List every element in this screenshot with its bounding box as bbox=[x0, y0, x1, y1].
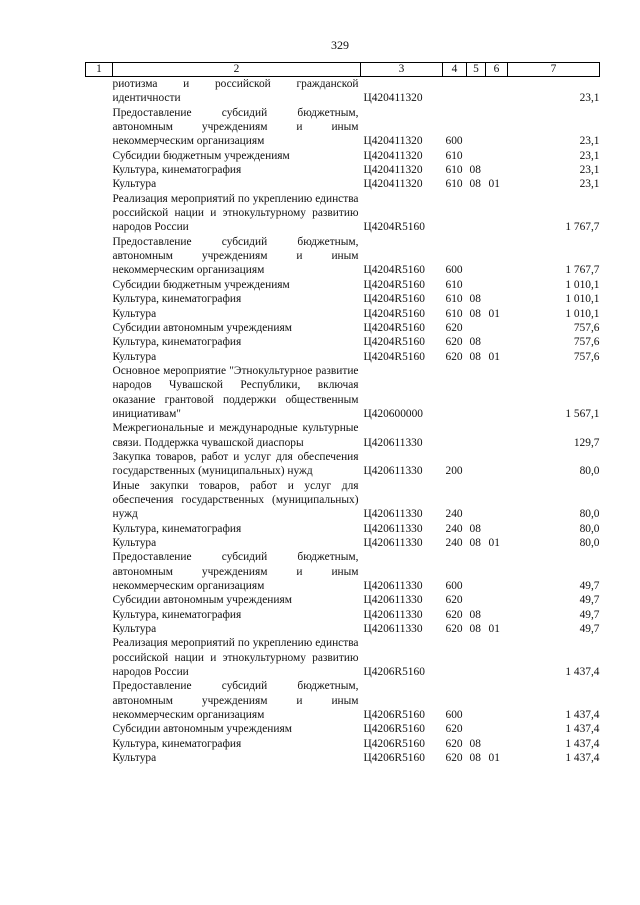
row-code-cell: Ц4204R5160 bbox=[363, 264, 425, 277]
row-amount-cell: 23,1 bbox=[579, 178, 600, 191]
row-subsection-cell bbox=[486, 421, 508, 450]
column-header-6: 6 bbox=[486, 63, 508, 77]
row-section-cell: 08 bbox=[469, 608, 481, 621]
row-name-cell: Культура, кинематография bbox=[112, 164, 242, 177]
row-section-cell: 08 bbox=[469, 307, 481, 320]
row-name-cell: Субсидии автономным учреждениям bbox=[112, 594, 292, 607]
row-expense-type-cell: 610 bbox=[445, 164, 463, 177]
row-section-cell: 08 bbox=[469, 178, 481, 191]
row-section-cell bbox=[467, 593, 486, 607]
row-code-cell: Ц420411320 bbox=[363, 149, 423, 162]
row-expense-type-cell: 620 bbox=[445, 336, 463, 349]
row-expense-type-cell: 620 bbox=[445, 350, 463, 363]
row-amount-cell: 23,1 bbox=[579, 149, 600, 162]
row-name-cell: Основное мероприятие "Этнокультурное развитие народов Чувашской Республики, включая оказание грантовой поддержки общественным инициативам" bbox=[112, 364, 359, 420]
row-code-cell: Ц4206R5160 bbox=[363, 752, 425, 765]
row-name-cell: Реализация мероприятий по укреплению единства российской нации и этнокультурному развитию народов России bbox=[112, 192, 359, 234]
row-code-cell: Ц420611330 bbox=[363, 522, 423, 535]
budget-table bbox=[85, 62, 600, 766]
row-amount-cell: 757,6 bbox=[573, 350, 600, 363]
row-number-cell bbox=[86, 536, 113, 550]
row-section-cell bbox=[467, 679, 486, 722]
row-name-cell: Культура bbox=[112, 350, 157, 363]
row-section-cell bbox=[467, 321, 486, 335]
row-number-cell bbox=[86, 321, 113, 335]
row-expense-type-cell: 620 bbox=[445, 737, 463, 750]
row-expense-type-cell: 600 bbox=[445, 264, 463, 277]
row-name-cell: Субсидии автономным учреждениям bbox=[112, 723, 292, 736]
row-code-cell: Ц4206R5160 bbox=[363, 709, 425, 722]
row-section-cell bbox=[467, 722, 486, 736]
row-expense-type-cell: 610 bbox=[445, 278, 463, 291]
row-section-cell bbox=[467, 192, 486, 235]
table-body bbox=[86, 77, 600, 766]
row-code-cell: Ц420611330 bbox=[363, 465, 423, 478]
table-row bbox=[86, 364, 600, 421]
table-row bbox=[86, 722, 600, 736]
row-amount-cell: 757,6 bbox=[573, 336, 600, 349]
row-subsection-cell bbox=[486, 636, 508, 679]
row-name-cell: Субсидии автономным учреждениям bbox=[112, 321, 292, 334]
row-number-cell bbox=[86, 106, 113, 149]
column-header-7: 7 bbox=[508, 63, 600, 77]
row-subsection-cell bbox=[486, 550, 508, 593]
row-number-cell bbox=[86, 235, 113, 278]
row-number-cell bbox=[86, 177, 113, 191]
row-subsection-cell bbox=[486, 149, 508, 163]
row-amount-cell: 80,0 bbox=[579, 537, 600, 549]
row-number-cell bbox=[86, 163, 113, 177]
row-section-cell bbox=[467, 479, 486, 522]
row-subsection-cell bbox=[486, 163, 508, 177]
table-row bbox=[86, 522, 600, 536]
row-expense-type-cell: 610 bbox=[445, 307, 463, 320]
row-amount-cell: 1 567,1 bbox=[565, 407, 600, 420]
row-amount-cell: 23,1 bbox=[579, 164, 600, 177]
row-code-cell: Ц420600000 bbox=[363, 407, 423, 420]
row-name-cell: Иные закупки товаров, работ и услуг для обеспечения государственных (муниципальных) нужд bbox=[112, 479, 359, 521]
row-expense-type-cell: 240 bbox=[445, 522, 463, 535]
row-section-cell: 08 bbox=[469, 293, 481, 306]
row-amount-cell: 49,7 bbox=[579, 580, 600, 593]
row-expense-type-cell: 240 bbox=[445, 508, 463, 521]
row-section-cell bbox=[467, 421, 486, 450]
row-number-cell bbox=[86, 737, 113, 751]
row-amount-cell: 757,6 bbox=[573, 321, 600, 334]
table-row bbox=[86, 593, 600, 607]
row-subsection-cell bbox=[486, 192, 508, 235]
row-amount-cell: 1 437,4 bbox=[565, 666, 600, 679]
row-expense-type-cell: 240 bbox=[445, 537, 463, 549]
row-expense-type-cell: 620 bbox=[445, 321, 463, 334]
row-subsection-cell bbox=[486, 106, 508, 149]
table-row bbox=[86, 350, 600, 364]
row-code-cell: Ц4204R5160 bbox=[363, 221, 425, 234]
table-row bbox=[86, 536, 600, 550]
column-header-1: 1 bbox=[86, 63, 113, 77]
row-section-cell: 08 bbox=[469, 350, 481, 363]
row-name-cell: Предоставление субсидий бюджетным, автономным учреждениям и иным некоммерческим организациям bbox=[112, 680, 359, 722]
row-code-cell: Ц420611330 bbox=[363, 508, 423, 521]
table-row bbox=[86, 751, 600, 765]
row-number-cell bbox=[86, 77, 113, 106]
row-number-cell bbox=[86, 550, 113, 593]
row-code-cell: Ц4204R5160 bbox=[363, 321, 425, 334]
row-subsection-cell bbox=[486, 235, 508, 278]
row-name-cell: Культура, кинематография bbox=[112, 293, 242, 306]
table-row bbox=[86, 622, 600, 636]
row-section-cell bbox=[467, 149, 486, 163]
row-section-cell bbox=[467, 636, 486, 679]
row-expense-type-cell: 620 bbox=[445, 752, 463, 765]
row-section-cell bbox=[467, 106, 486, 149]
table-row bbox=[86, 679, 600, 722]
row-subsection-cell bbox=[486, 321, 508, 335]
row-section-cell: 08 bbox=[469, 164, 481, 177]
table-row bbox=[86, 177, 600, 191]
table-row bbox=[86, 192, 600, 235]
row-amount-cell: 129,7 bbox=[573, 436, 600, 449]
row-code-cell: Ц420411320 bbox=[363, 92, 423, 105]
row-code-cell: Ц4204R5160 bbox=[363, 278, 425, 291]
row-name-cell: Культура, кинематография bbox=[112, 608, 242, 621]
row-subsection-cell: 01 bbox=[488, 350, 500, 363]
row-subsection-cell bbox=[486, 737, 508, 751]
row-name-cell: Предоставление субсидий бюджетным, автономным учреждениям и иным некоммерческим организациям bbox=[112, 551, 359, 593]
row-code-cell: Ц4204R5160 bbox=[363, 336, 425, 349]
table-row bbox=[86, 106, 600, 149]
row-subsection-cell: 01 bbox=[488, 623, 500, 636]
row-name-cell: Культура, кинематография bbox=[112, 336, 242, 349]
row-name-cell: риотизма и российской гражданской идентичности bbox=[112, 78, 359, 105]
row-name-cell: Закупка товаров, работ и услуг для обеспечения государственных (муниципальных) нужд bbox=[112, 450, 359, 478]
row-amount-cell: 1 010,1 bbox=[565, 307, 600, 320]
row-section-cell: 08 bbox=[469, 522, 481, 535]
row-expense-type-cell bbox=[443, 364, 467, 421]
row-code-cell: Ц420611330 bbox=[363, 436, 423, 449]
row-subsection-cell bbox=[486, 722, 508, 736]
row-name-cell: Культура, кинематография bbox=[112, 737, 242, 750]
row-code-cell: Ц420611330 bbox=[363, 623, 423, 636]
row-expense-type-cell bbox=[443, 636, 467, 679]
row-amount-cell: 1 437,4 bbox=[565, 752, 600, 765]
row-code-cell: Ц4206R5160 bbox=[363, 723, 425, 736]
table-row bbox=[86, 278, 600, 292]
row-section-cell bbox=[467, 550, 486, 593]
row-code-cell: Ц4204R5160 bbox=[363, 350, 425, 363]
row-code-cell: Ц420611330 bbox=[363, 580, 423, 593]
row-name-cell: Предоставление субсидий бюджетным, автономным учреждениям и иным некоммерческим организациям bbox=[112, 106, 359, 148]
row-number-cell bbox=[86, 192, 113, 235]
table-row bbox=[86, 479, 600, 522]
row-code-cell: Ц420411320 bbox=[363, 178, 423, 191]
row-name-cell: Культура bbox=[112, 623, 157, 636]
row-number-cell bbox=[86, 636, 113, 679]
row-name-cell: Субсидии бюджетным учреждениям bbox=[112, 149, 290, 162]
row-number-cell bbox=[86, 450, 113, 479]
row-code-cell: Ц420611330 bbox=[363, 594, 423, 607]
row-section-cell: 08 bbox=[469, 623, 481, 636]
row-code-cell: Ц420611330 bbox=[363, 608, 423, 621]
row-number-cell bbox=[86, 364, 113, 421]
row-number-cell bbox=[86, 751, 113, 765]
table-row bbox=[86, 636, 600, 679]
row-expense-type-cell: 620 bbox=[445, 608, 463, 621]
row-amount-cell: 80,0 bbox=[579, 508, 600, 521]
row-expense-type-cell: 610 bbox=[445, 178, 463, 191]
table-row bbox=[86, 307, 600, 321]
row-name-cell: Межрегиональные и международные культурные связи. Поддержка чувашской диаспоры bbox=[112, 422, 359, 449]
row-subsection-cell bbox=[486, 593, 508, 607]
row-code-cell: Ц4206R5160 bbox=[363, 737, 425, 750]
row-subsection-cell bbox=[486, 479, 508, 522]
page-number: 329 bbox=[331, 38, 349, 52]
table-row bbox=[86, 608, 600, 622]
row-expense-type-cell: 600 bbox=[445, 580, 463, 593]
row-subsection-cell bbox=[486, 608, 508, 622]
row-subsection-cell: 01 bbox=[488, 537, 500, 549]
column-header-3: 3 bbox=[361, 63, 443, 77]
row-subsection-cell bbox=[486, 77, 508, 106]
row-name-cell: Культура bbox=[112, 307, 157, 320]
row-amount-cell: 1 767,7 bbox=[565, 221, 600, 234]
row-amount-cell: 49,7 bbox=[579, 623, 600, 636]
row-expense-type-cell bbox=[443, 192, 467, 235]
column-header-5: 5 bbox=[467, 63, 486, 77]
table-row bbox=[86, 550, 600, 593]
row-expense-type-cell: 610 bbox=[445, 293, 463, 306]
row-subsection-cell bbox=[486, 364, 508, 421]
row-amount-cell: 49,7 bbox=[579, 608, 600, 621]
row-expense-type-cell: 620 bbox=[445, 623, 463, 636]
table-row bbox=[86, 737, 600, 751]
table-row bbox=[86, 450, 600, 479]
row-number-cell bbox=[86, 522, 113, 536]
row-number-cell bbox=[86, 722, 113, 736]
table-row bbox=[86, 421, 600, 450]
row-amount-cell: 23,1 bbox=[579, 92, 600, 105]
row-subsection-cell bbox=[486, 522, 508, 536]
table-header-row bbox=[86, 63, 600, 77]
row-amount-cell: 1 767,7 bbox=[565, 264, 600, 277]
row-code-cell: Ц420411320 bbox=[363, 135, 423, 148]
row-name-cell: Культура, кинематография bbox=[112, 522, 242, 535]
table-row bbox=[86, 77, 600, 106]
row-name-cell: Культура bbox=[112, 537, 157, 549]
row-expense-type-cell: 200 bbox=[445, 465, 463, 478]
row-number-cell bbox=[86, 593, 113, 607]
row-expense-type-cell: 620 bbox=[445, 723, 463, 736]
row-section-cell: 08 bbox=[469, 737, 481, 750]
table-row bbox=[86, 163, 600, 177]
row-section-cell bbox=[467, 364, 486, 421]
row-expense-type-cell: 620 bbox=[445, 594, 463, 607]
row-amount-cell: 23,1 bbox=[579, 135, 600, 148]
row-number-cell bbox=[86, 350, 113, 364]
row-number-cell bbox=[86, 479, 113, 522]
row-number-cell bbox=[86, 335, 113, 349]
row-section-cell: 08 bbox=[469, 537, 481, 549]
row-name-cell: Предоставление субсидий бюджетным, автономным учреждениям и иным некоммерческим организациям bbox=[112, 235, 359, 277]
row-amount-cell: 1 437,4 bbox=[565, 723, 600, 736]
row-section-cell bbox=[467, 450, 486, 479]
row-subsection-cell bbox=[486, 335, 508, 349]
row-number-cell bbox=[86, 292, 113, 306]
row-subsection-cell: 01 bbox=[488, 307, 500, 320]
table-row bbox=[86, 235, 600, 278]
row-subsection-cell bbox=[486, 292, 508, 306]
row-number-cell bbox=[86, 608, 113, 622]
row-code-cell: Ц4204R5160 bbox=[363, 293, 425, 306]
row-expense-type-cell: 600 bbox=[445, 709, 463, 722]
row-subsection-cell bbox=[486, 450, 508, 479]
row-number-cell bbox=[86, 149, 113, 163]
column-header-4: 4 bbox=[443, 63, 467, 77]
row-name-cell: Реализация мероприятий по укреплению единства российской нации и этнокультурному развитию народов России bbox=[112, 637, 359, 679]
row-amount-cell: 1 010,1 bbox=[565, 293, 600, 306]
table-row bbox=[86, 149, 600, 163]
row-section-cell: 08 bbox=[469, 752, 481, 765]
row-subsection-cell bbox=[486, 278, 508, 292]
row-section-cell: 08 bbox=[469, 336, 481, 349]
table-row bbox=[86, 321, 600, 335]
row-section-cell bbox=[467, 77, 486, 106]
row-section-cell bbox=[467, 278, 486, 292]
row-amount-cell: 80,0 bbox=[579, 465, 600, 478]
row-amount-cell: 80,0 bbox=[579, 522, 600, 535]
row-expense-type-cell: 600 bbox=[445, 135, 463, 148]
row-code-cell: Ц420611330 bbox=[363, 537, 423, 549]
row-number-cell bbox=[86, 307, 113, 321]
row-name-cell: Культура bbox=[112, 752, 157, 765]
table-row bbox=[86, 292, 600, 306]
row-amount-cell: 1 437,4 bbox=[565, 737, 600, 750]
row-subsection-cell: 01 bbox=[488, 752, 500, 765]
row-subsection-cell bbox=[486, 679, 508, 722]
row-amount-cell: 1 010,1 bbox=[565, 278, 600, 291]
row-name-cell: Культура bbox=[112, 178, 157, 191]
row-code-cell: Ц4206R5160 bbox=[363, 666, 425, 679]
row-name-cell: Субсидии бюджетным учреждениям bbox=[112, 278, 290, 291]
column-header-2: 2 bbox=[113, 63, 361, 77]
row-subsection-cell: 01 bbox=[488, 178, 500, 191]
row-number-cell bbox=[86, 278, 113, 292]
row-amount-cell: 49,7 bbox=[579, 594, 600, 607]
row-section-cell bbox=[467, 235, 486, 278]
row-code-cell: Ц420411320 bbox=[363, 164, 423, 177]
row-number-cell bbox=[86, 421, 113, 450]
row-number-cell bbox=[86, 679, 113, 722]
row-expense-type-cell bbox=[443, 77, 467, 106]
table-row bbox=[86, 335, 600, 349]
row-expense-type-cell bbox=[443, 421, 467, 450]
row-expense-type-cell: 610 bbox=[445, 149, 463, 162]
row-code-cell: Ц4204R5160 bbox=[363, 307, 425, 320]
row-amount-cell: 1 437,4 bbox=[565, 709, 600, 722]
row-number-cell bbox=[86, 622, 113, 636]
